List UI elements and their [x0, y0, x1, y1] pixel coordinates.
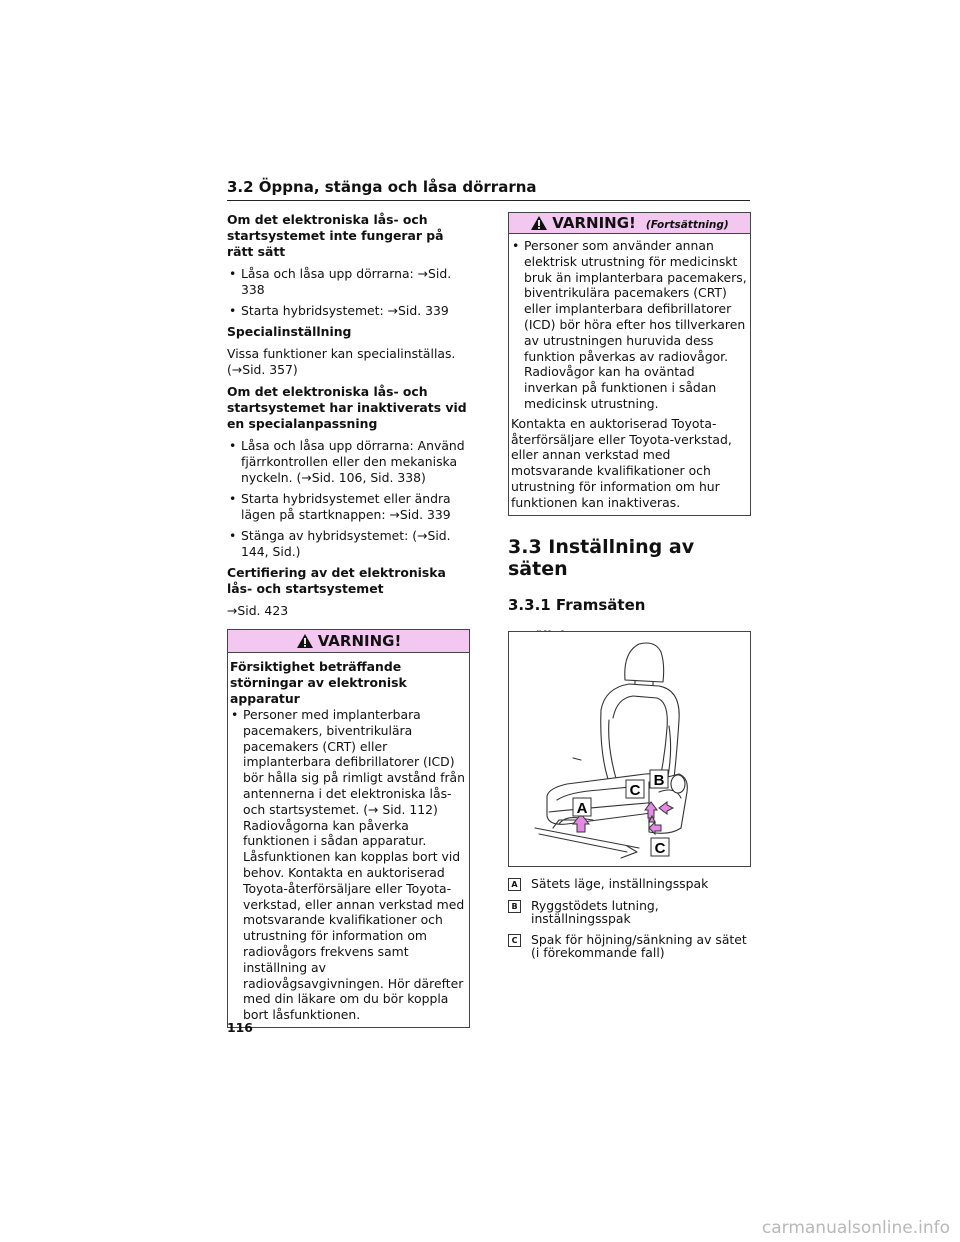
figure-label-b: B — [653, 772, 665, 789]
figure-label-c-lower: C — [654, 840, 666, 857]
page-number: 116 — [227, 1020, 253, 1035]
heading-seat-adjustment: 3.3 Inställning av säten — [508, 535, 695, 580]
legend-key: B — [508, 900, 521, 913]
legend-item — [508, 933, 751, 959]
warning-body — [509, 234, 750, 515]
warning-box-continued — [508, 212, 751, 516]
figure-label-a: A — [576, 800, 588, 817]
figure-label-c: C — [629, 782, 641, 799]
paragraph-customization: Vissa funktioner kan specialinställas. (→Sid. 357) — [227, 346, 456, 377]
legend-key: A — [508, 878, 521, 891]
warning-triangle-icon — [530, 215, 548, 231]
warning-body — [228, 653, 469, 1027]
heading-front-seats: 3.3.1 Framsäten — [508, 595, 646, 614]
heading-certification: Certifiering av det elektroniska lås- och startsystemet — [227, 565, 446, 596]
watermark: carmanualsonline.info — [761, 1218, 950, 1238]
legend-item — [508, 877, 751, 891]
list-item: • Låsa och låsa upp dörrarna: →Sid. 338 — [229, 266, 452, 297]
heading-deactivated: Om det elektroniska lås- och startsystemet har inaktiverats vid en specialanpassning — [227, 384, 467, 431]
list-item: • Stänga av hybridsystemet: (→Sid. 144, Sid.) — [229, 528, 451, 559]
warning-bullet: • Personer med implanterbara pacemakers, biventrikulära pacemakers (CRT) eller implanterbara defibrillatorer (ICD) bör hålla sig på rimligt avstånd från antennerna i det elektroniska lås- och startsystemet. (→ Sid. 112) Radiovågorna kan påverka funktionen i sådan apparatur. Låsfunktionen kan kopplas bort vid behov. Kontakta en auktoriserad Toyota-återförsäljare eller Toyota-verkstad, eller annan verkstad med motsvarande kvalifikationer och utrustning för information om radiovågors frekvens samt inställning av radiovågsavgivningen. Hör därefter med din läkare om du bör koppla bort låsfunktionen. — [231, 707, 465, 1023]
warning-subtitle: Försiktighet beträffande störningar av elektronisk apparatur — [230, 659, 407, 706]
warning-label: VARNING! — [317, 632, 402, 650]
right-column — [508, 212, 751, 643]
legend-item — [508, 899, 751, 925]
warning-bullet: • Personer som använder annan elektrisk utrustning för medicinskt bruk än implanterbara pacemakers, biventrikulära pacemakers (CRT) eller implanterbara defibrillatorer (ICD) bör höra efter hos tillverkaren av utrustningen huruvida dess funktion påverkas av radiovågor. Radiovågor kan ha oväntad inverkan på funktionen i sådan medicinsk utrustning. — [512, 238, 747, 411]
list-item: • Låsa och låsa upp dörrarna: Använd fjärrkontrollen eller den mekaniska nyckeln. (→Sid. 106, Sid. 338) — [229, 438, 465, 485]
warning-header — [228, 630, 469, 653]
figure-legend — [508, 877, 751, 967]
warning-text: Kontakta en auktoriserad Toyota-återförsäljare eller Toyota-verkstad, eller annan verkstad med motsvarande kvalifikationer och utrustning för information om hur funktionen kan inaktiveras. — [511, 415, 732, 510]
warning-continued: (Fortsättning) — [645, 218, 729, 231]
legend-key: C — [508, 934, 521, 947]
seat-figure — [508, 631, 751, 867]
legend-text: Sätets läge, inställningsspak — [531, 876, 709, 891]
list-item: • Starta hybridsystemet eller ändra lägen på startknappen: →Sid. 339 — [229, 491, 451, 522]
legend-text: Ryggstödets lutning, inställningsspak — [531, 898, 659, 926]
seat-illustration — [509, 632, 750, 866]
heading-malfunction: Om det elektroniska lås- och startsystemet inte fungerar på rätt sätt — [227, 212, 444, 259]
left-column — [227, 212, 470, 1028]
section-header: 3.2 Öppna, stänga och låsa dörrarna — [227, 178, 750, 201]
heading-customization: Specialinställning — [227, 324, 352, 339]
warning-box — [227, 629, 470, 1028]
paragraph-certification: →Sid. 423 — [227, 603, 289, 618]
list-item: • Starta hybridsystemet: →Sid. 339 — [229, 303, 449, 318]
warning-header — [509, 213, 750, 234]
warning-label: VARNING! — [552, 214, 636, 232]
warning-triangle-icon — [296, 633, 314, 649]
legend-text: Spak för höjning/sänkning av sätet (i förekommande fall) — [531, 932, 747, 960]
